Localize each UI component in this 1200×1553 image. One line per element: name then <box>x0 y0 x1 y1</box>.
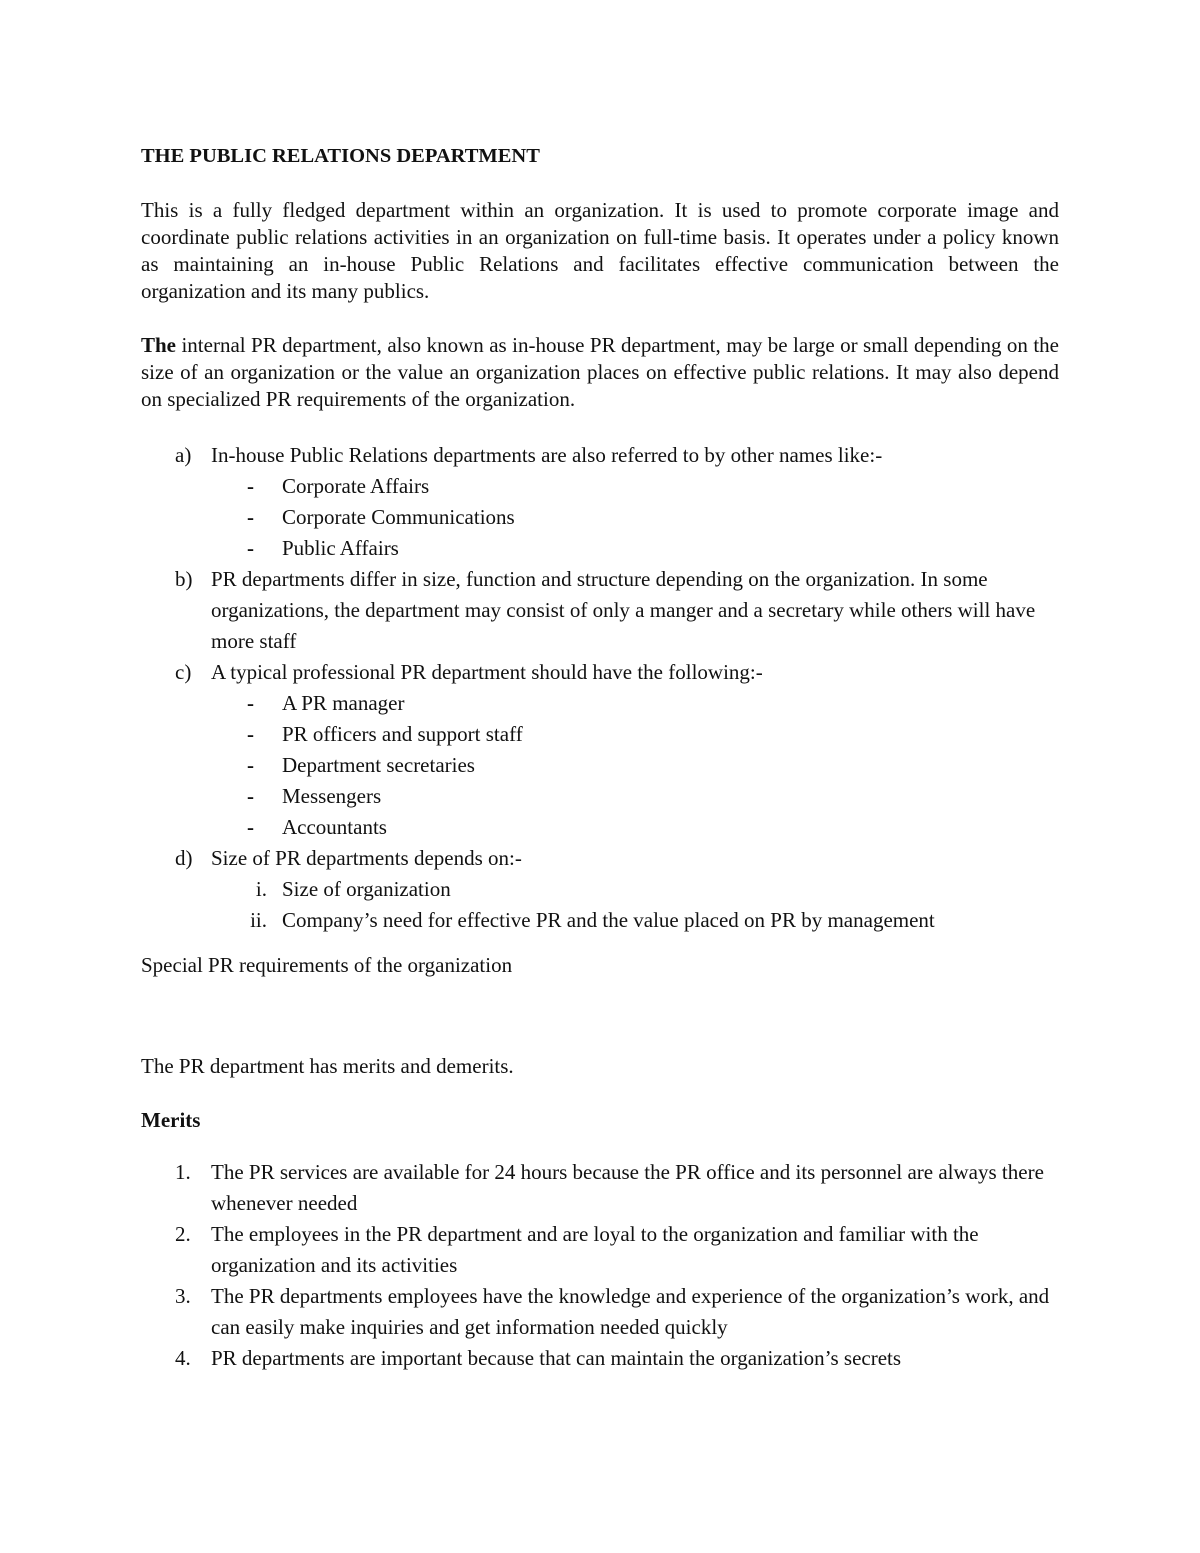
dash-bullet-icon: - <box>247 536 254 560</box>
dash-bullet-icon: - <box>247 815 254 839</box>
document-title: THE PUBLIC RELATIONS DEPARTMENT <box>141 145 540 167</box>
list-item-c <box>141 657 1059 843</box>
list-number: 3. <box>175 1284 191 1308</box>
list-item-text: Accountants <box>282 815 387 839</box>
list-item-text: Department secretaries <box>282 753 475 777</box>
list-item-text: Messengers <box>282 784 382 808</box>
list-marker: d) <box>175 846 193 870</box>
list-item-text: PR departments are important because that can maintain the organization’s secrets <box>211 1346 902 1370</box>
list-item <box>141 1219 1059 1281</box>
list-item <box>211 471 1059 502</box>
list-item-text: In-house Public Relations departments are also referred to by other names like:- <box>211 443 883 467</box>
list-item <box>211 812 1059 843</box>
list-item-text: Company’s need for effective PR and the value placed on PR by management <box>282 908 935 932</box>
lettered-list <box>141 440 1059 936</box>
list-marker: b) <box>175 567 193 591</box>
list-item-a <box>141 440 1059 564</box>
list-item <box>141 1343 1059 1374</box>
size-factors-list <box>211 874 1059 936</box>
list-item <box>211 688 1059 719</box>
dash-bullet-icon: - <box>247 722 254 746</box>
list-item <box>211 905 1059 936</box>
internal-department-paragraph <box>141 332 1059 413</box>
list-item <box>211 750 1059 781</box>
merits-heading: Merits <box>141 1108 201 1132</box>
staff-list <box>211 688 1059 843</box>
list-item-text: A typical professional PR department should have the following:- <box>211 660 763 684</box>
intro-paragraph: This is a fully fledged department within an organization. It is used to promote corporate image and coordinate public relations activities in an organization on full-time basis. It operates under a policy known as maintaining an in-house Public Relations and facilitates effective communication between the organization and its many publics. <box>141 198 1059 303</box>
special-requirements-line: Special PR requirements of the organization <box>141 953 513 977</box>
roman-marker: ii. <box>250 908 267 932</box>
dash-bullet-icon: - <box>247 784 254 808</box>
list-number: 4. <box>175 1346 191 1370</box>
dash-bullet-icon: - <box>247 753 254 777</box>
merits-intro: The PR department has merits and demerits. <box>141 1054 514 1078</box>
list-item <box>141 1281 1059 1343</box>
list-item-d <box>141 843 1059 936</box>
list-item-text: PR departments differ in size, function and structure depending on the organization. In some organizations, the department may consist of only a manger and a secretary while others will have more staff <box>211 567 1036 653</box>
dash-bullet-icon: - <box>247 691 254 715</box>
list-item-text: PR officers and support staff <box>282 722 523 746</box>
list-item-text: Corporate Communications <box>282 505 515 529</box>
list-marker: c) <box>175 660 192 684</box>
list-item-text: Corporate Affairs <box>282 474 430 498</box>
list-item-text: The employees in the PR department and are loyal to the organization and familiar with the organization and its activities <box>211 1222 979 1277</box>
list-item-text: The PR services are available for 24 hours because the PR office and its personnel are always there whenever needed <box>211 1160 1044 1215</box>
document-page <box>141 143 1059 1374</box>
dash-bullet-icon: - <box>247 505 254 529</box>
paragraph-text: internal PR department, also known as in-house PR department, may be large or small depending on the size of an organization or the value an organization places on effective public relations. It may also depend on specialized PR requirements of the organization. <box>141 333 1059 411</box>
list-item <box>211 874 1059 905</box>
merits-list <box>141 1157 1059 1374</box>
list-number: 1. <box>175 1160 191 1184</box>
list-item-b <box>141 564 1059 657</box>
list-number: 2. <box>175 1222 191 1246</box>
list-marker: a) <box>175 443 192 467</box>
list-item-text: A PR manager <box>282 691 405 715</box>
list-item-text: The PR departments employees have the knowledge and experience of the organization’s work, and can easily make inquiries and get information needed quickly <box>211 1284 1050 1339</box>
list-item <box>211 781 1059 812</box>
list-item <box>211 502 1059 533</box>
list-item-text: Size of PR departments depends on:- <box>211 846 522 870</box>
list-item-text: Size of organization <box>282 877 451 901</box>
list-item <box>211 533 1059 564</box>
dash-bullet-icon: - <box>247 474 254 498</box>
list-item <box>141 1157 1059 1219</box>
list-item <box>211 719 1059 750</box>
other-names-list <box>211 471 1059 564</box>
bold-lead: The <box>141 333 177 357</box>
roman-marker: i. <box>255 877 267 901</box>
list-item-text: Public Affairs <box>282 536 399 560</box>
